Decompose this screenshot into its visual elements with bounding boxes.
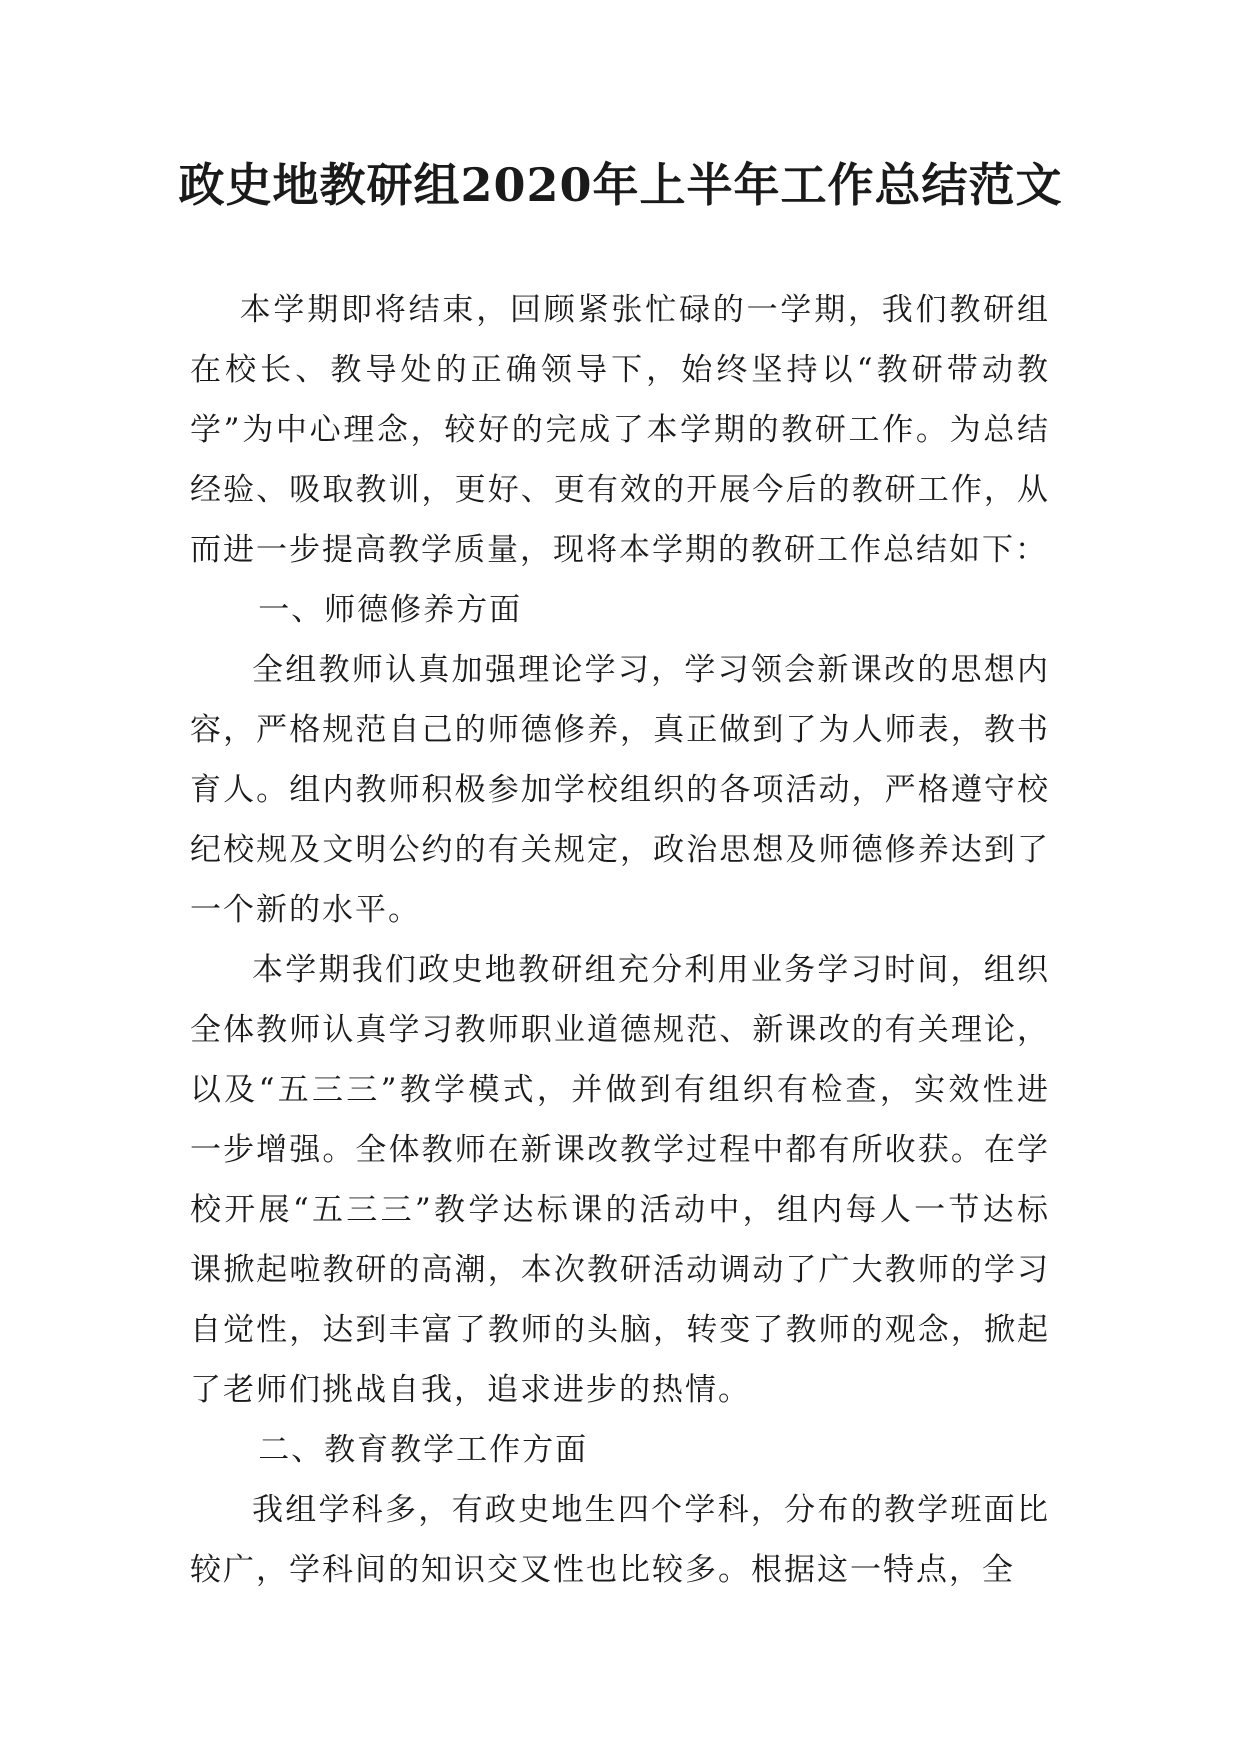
document-body [190, 280, 1050, 1600]
section-heading-teaching: 二、教育教学工作方面 [258, 1432, 589, 1468]
ethics-paragraph-2: 本学期我们政史地教研组充分利用业务学习时间，组织全体教师认真学习教师职业道德规范、新课改的有关理论，以及“五三三”教学模式，并做到有组织有检查，实效性进一步增强。全体教师在新课改教学过程中都有所收获。在学校开展“五三三”教学达标课的活动中，组内每人一节达标课掀起啦教研的高潮，本次教研活动调动了广大教师的学习自觉性，达到丰富了教师的头脑，转变了教师的观念，掀起了老师们挑战自我，追求进步的热情。 [190, 952, 1050, 1408]
teaching-paragraph-1: 我组学科多，有政史地生四个学科，分布的教学班面比较广，学科间的知识交叉性也比较多。根据这一特点，全 [190, 1492, 1050, 1588]
ethics-paragraph-1: 全组教师认真加强理论学习，学习领会新课改的思想内容，严格规范自己的师德修养，真正做到了为人师表，教书育人。组内教师积极参加学校组织的各项活动，严格遵守校纪校规及文明公约的有关规定，政治思想及师德修养达到了一个新的水平。 [190, 652, 1050, 928]
section-heading-ethics: 一、师德修养方面 [258, 592, 523, 628]
document-title: 政史地教研组2020年上半年工作总结范文 [178, 158, 1063, 212]
intro-paragraph: 本学期即将结束，回顾紧张忙碌的一学期，我们教研组在校长、教导处的正确领导下，始终坚持以“教研带动教学”为中心理念，较好的完成了本学期的教研工作。为总结经验、吸取教训，更好、更有效的开展今后的教研工作，从而进一步提高教学质量，现将本学期的教研工作总结如下： [190, 292, 1050, 568]
